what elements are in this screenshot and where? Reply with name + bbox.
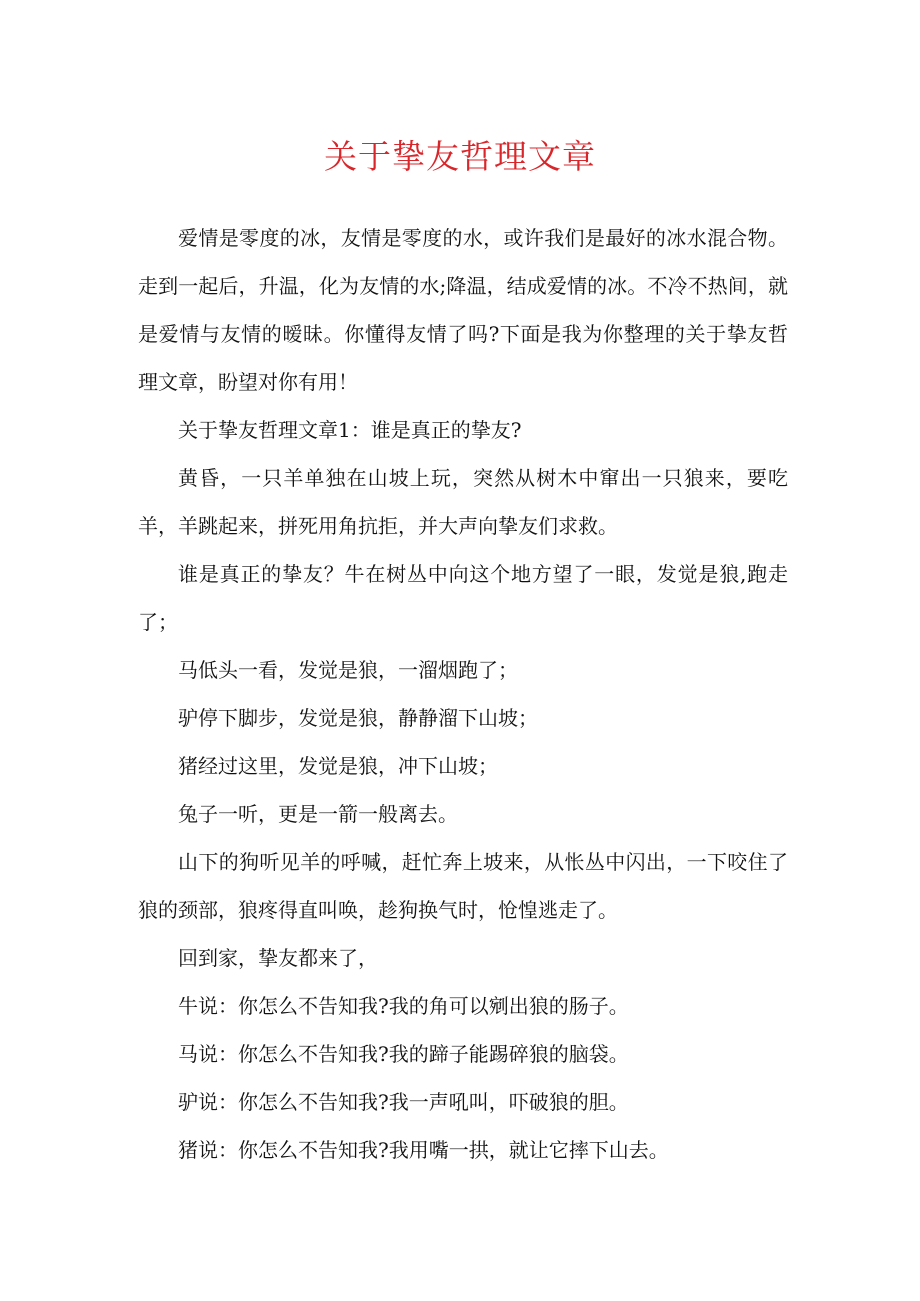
document-title: 关于挚友哲理文章 — [324, 137, 596, 176]
paragraph: 马低头一看，发觉是狼，一溜烟跑了； — [178, 658, 518, 682]
paragraph-intro: 爱情是零度的冰，友情是零度的水，或许我们是最好的冰水混合物。走到一起后，升温，化为友情的水;降温，结成爱情的冰。不冷不热间，就是爱情与友情的暧昧。你懂得友情了吗?下面是我为你整理的关于挚友哲理文章，盼望对你有用！ — [138, 226, 788, 394]
paragraph: 驴停下脚步，发觉是狼，静静溜下山坡； — [178, 706, 538, 730]
paragraph: 猪说：你怎么不告知我?我用嘴一拱，就让它摔下山去。 — [178, 1138, 669, 1162]
paragraph: 兔子一听，更是一箭一般离去。 — [178, 802, 458, 826]
paragraph: 黄昏，一只羊单独在山坡上玩，突然从树木中窜出一只狼来，要吃羊，羊跳起来，拼死用角抗拒，并大声向挚友们求救。 — [138, 466, 788, 538]
paragraph: 马说：你怎么不告知我?我的蹄子能踢碎狼的脑袋。 — [178, 1042, 629, 1066]
paragraph: 山下的狗听见羊的呼喊，赶忙奔上坡来，从怅丛中闪出，一下咬住了狼的颈部，狼疼得直叫唤，趁狗换气时，怆惶逃走了。 — [138, 850, 788, 922]
paragraph: 谁是真正的挚友？牛在树丛中向这个地方望了一眼，发觉是狼,跑走了； — [138, 562, 788, 634]
paragraph-section-heading: 关于挚友哲理文章1：谁是真正的挚友? — [178, 418, 522, 442]
document-body — [138, 214, 788, 1174]
paragraph: 回到家，挚友都来了， — [178, 946, 378, 970]
paragraph: 驴说：你怎么不告知我?我一声吼叫，吓破狼的胆。 — [178, 1090, 629, 1114]
paragraph: 牛说：你怎么不告知我?我的角可以剜出狼的肠子。 — [178, 994, 629, 1018]
paragraph: 猪经过这里，发觉是狼，冲下山坡； — [178, 754, 498, 778]
